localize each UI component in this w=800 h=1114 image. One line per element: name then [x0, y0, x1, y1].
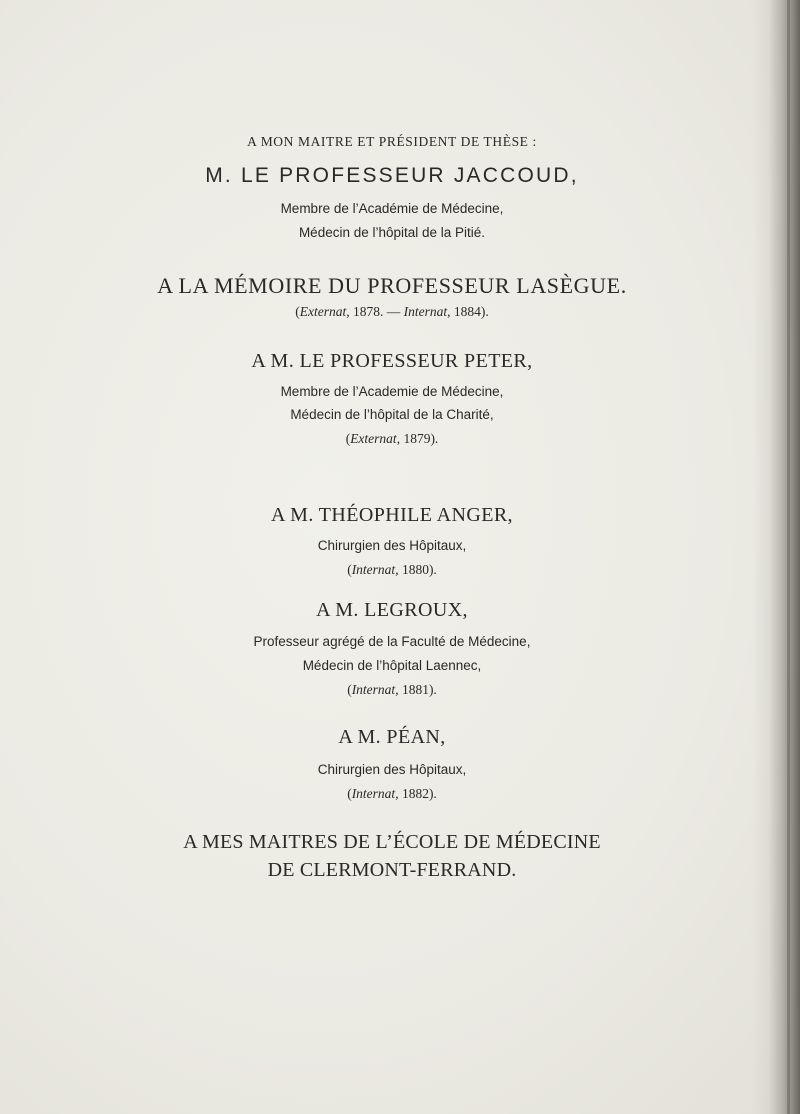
dedication-peter-name: A M. LE PROFESSEUR PETER,	[251, 350, 533, 372]
service-label: Internat	[351, 562, 396, 577]
service-text: , 1884).	[447, 304, 489, 319]
service-text: , 1878. —	[346, 304, 404, 319]
dedication-pean-service: (Internat, 1882).	[347, 786, 437, 801]
service-label: Internat	[351, 682, 396, 697]
service-text: , 1880).	[395, 562, 437, 577]
dedication-jaccoud-line-1: Membre de l’Académie de Médecine,	[280, 201, 504, 216]
page-edge-line	[787, 0, 790, 1114]
dedication-peter-service: (Externat, 1879).	[345, 431, 439, 446]
dedication-anger-service: (Internat, 1880).	[347, 562, 437, 577]
dedication-anger-line-1: Chirurgien des Hôpitaux,	[317, 538, 467, 553]
service-text: , 1879).	[396, 431, 439, 446]
service-label: Internat	[403, 304, 448, 319]
dedication-lasegue-service: (Externat, 1878. — Internat, 1884).	[295, 304, 489, 319]
dedication-legroux-name: A M. LEGROUX,	[316, 599, 468, 621]
service-label: Externat	[350, 431, 397, 446]
dedication-pean-line-1: Chirurgien des Hôpitaux,	[317, 762, 467, 777]
dedication-clermont-line-1: A MES MAITRES DE L’ÉCOLE DE MÉDECINE	[183, 831, 601, 853]
dedication-jaccoud-name: M. LE PROFESSEUR JACCOUD,	[205, 164, 579, 187]
dedication-peter-line-2: Médecin de l’hôpital de la Charité,	[290, 407, 494, 422]
dedication-peter-line-1: Membre de l’Academie de Médecine,	[280, 384, 504, 399]
service-label: Internat	[351, 786, 396, 801]
dedication-heading: A MON MAITRE ET PRÉSIDENT DE THÈSE :	[247, 134, 537, 149]
dedication-pean-name: A M. PÉAN,	[338, 726, 446, 748]
dedication-jaccoud-line-2: Médecin de l’hôpital de la Pitié.	[298, 225, 486, 240]
service-label: Externat	[299, 304, 347, 319]
dedication-legroux-service: (Internat, 1881).	[347, 682, 437, 697]
dedication-lasegue-name: A LA MÉMOIRE DU PROFESSEUR LASÈGUE.	[157, 273, 627, 298]
dedication-legroux-line-1: Professeur agrégé de la Faculté de Médecine,	[253, 634, 531, 649]
dedication-clermont-line-2: DE CLERMONT-FERRAND.	[267, 859, 517, 881]
service-text: , 1882).	[395, 786, 437, 801]
service-text: , 1881).	[395, 682, 437, 697]
dedication-anger-name: A M. THÉOPHILE ANGER,	[271, 504, 513, 526]
dedication-legroux-line-2: Médecin de l’hôpital Laennec,	[302, 658, 482, 673]
